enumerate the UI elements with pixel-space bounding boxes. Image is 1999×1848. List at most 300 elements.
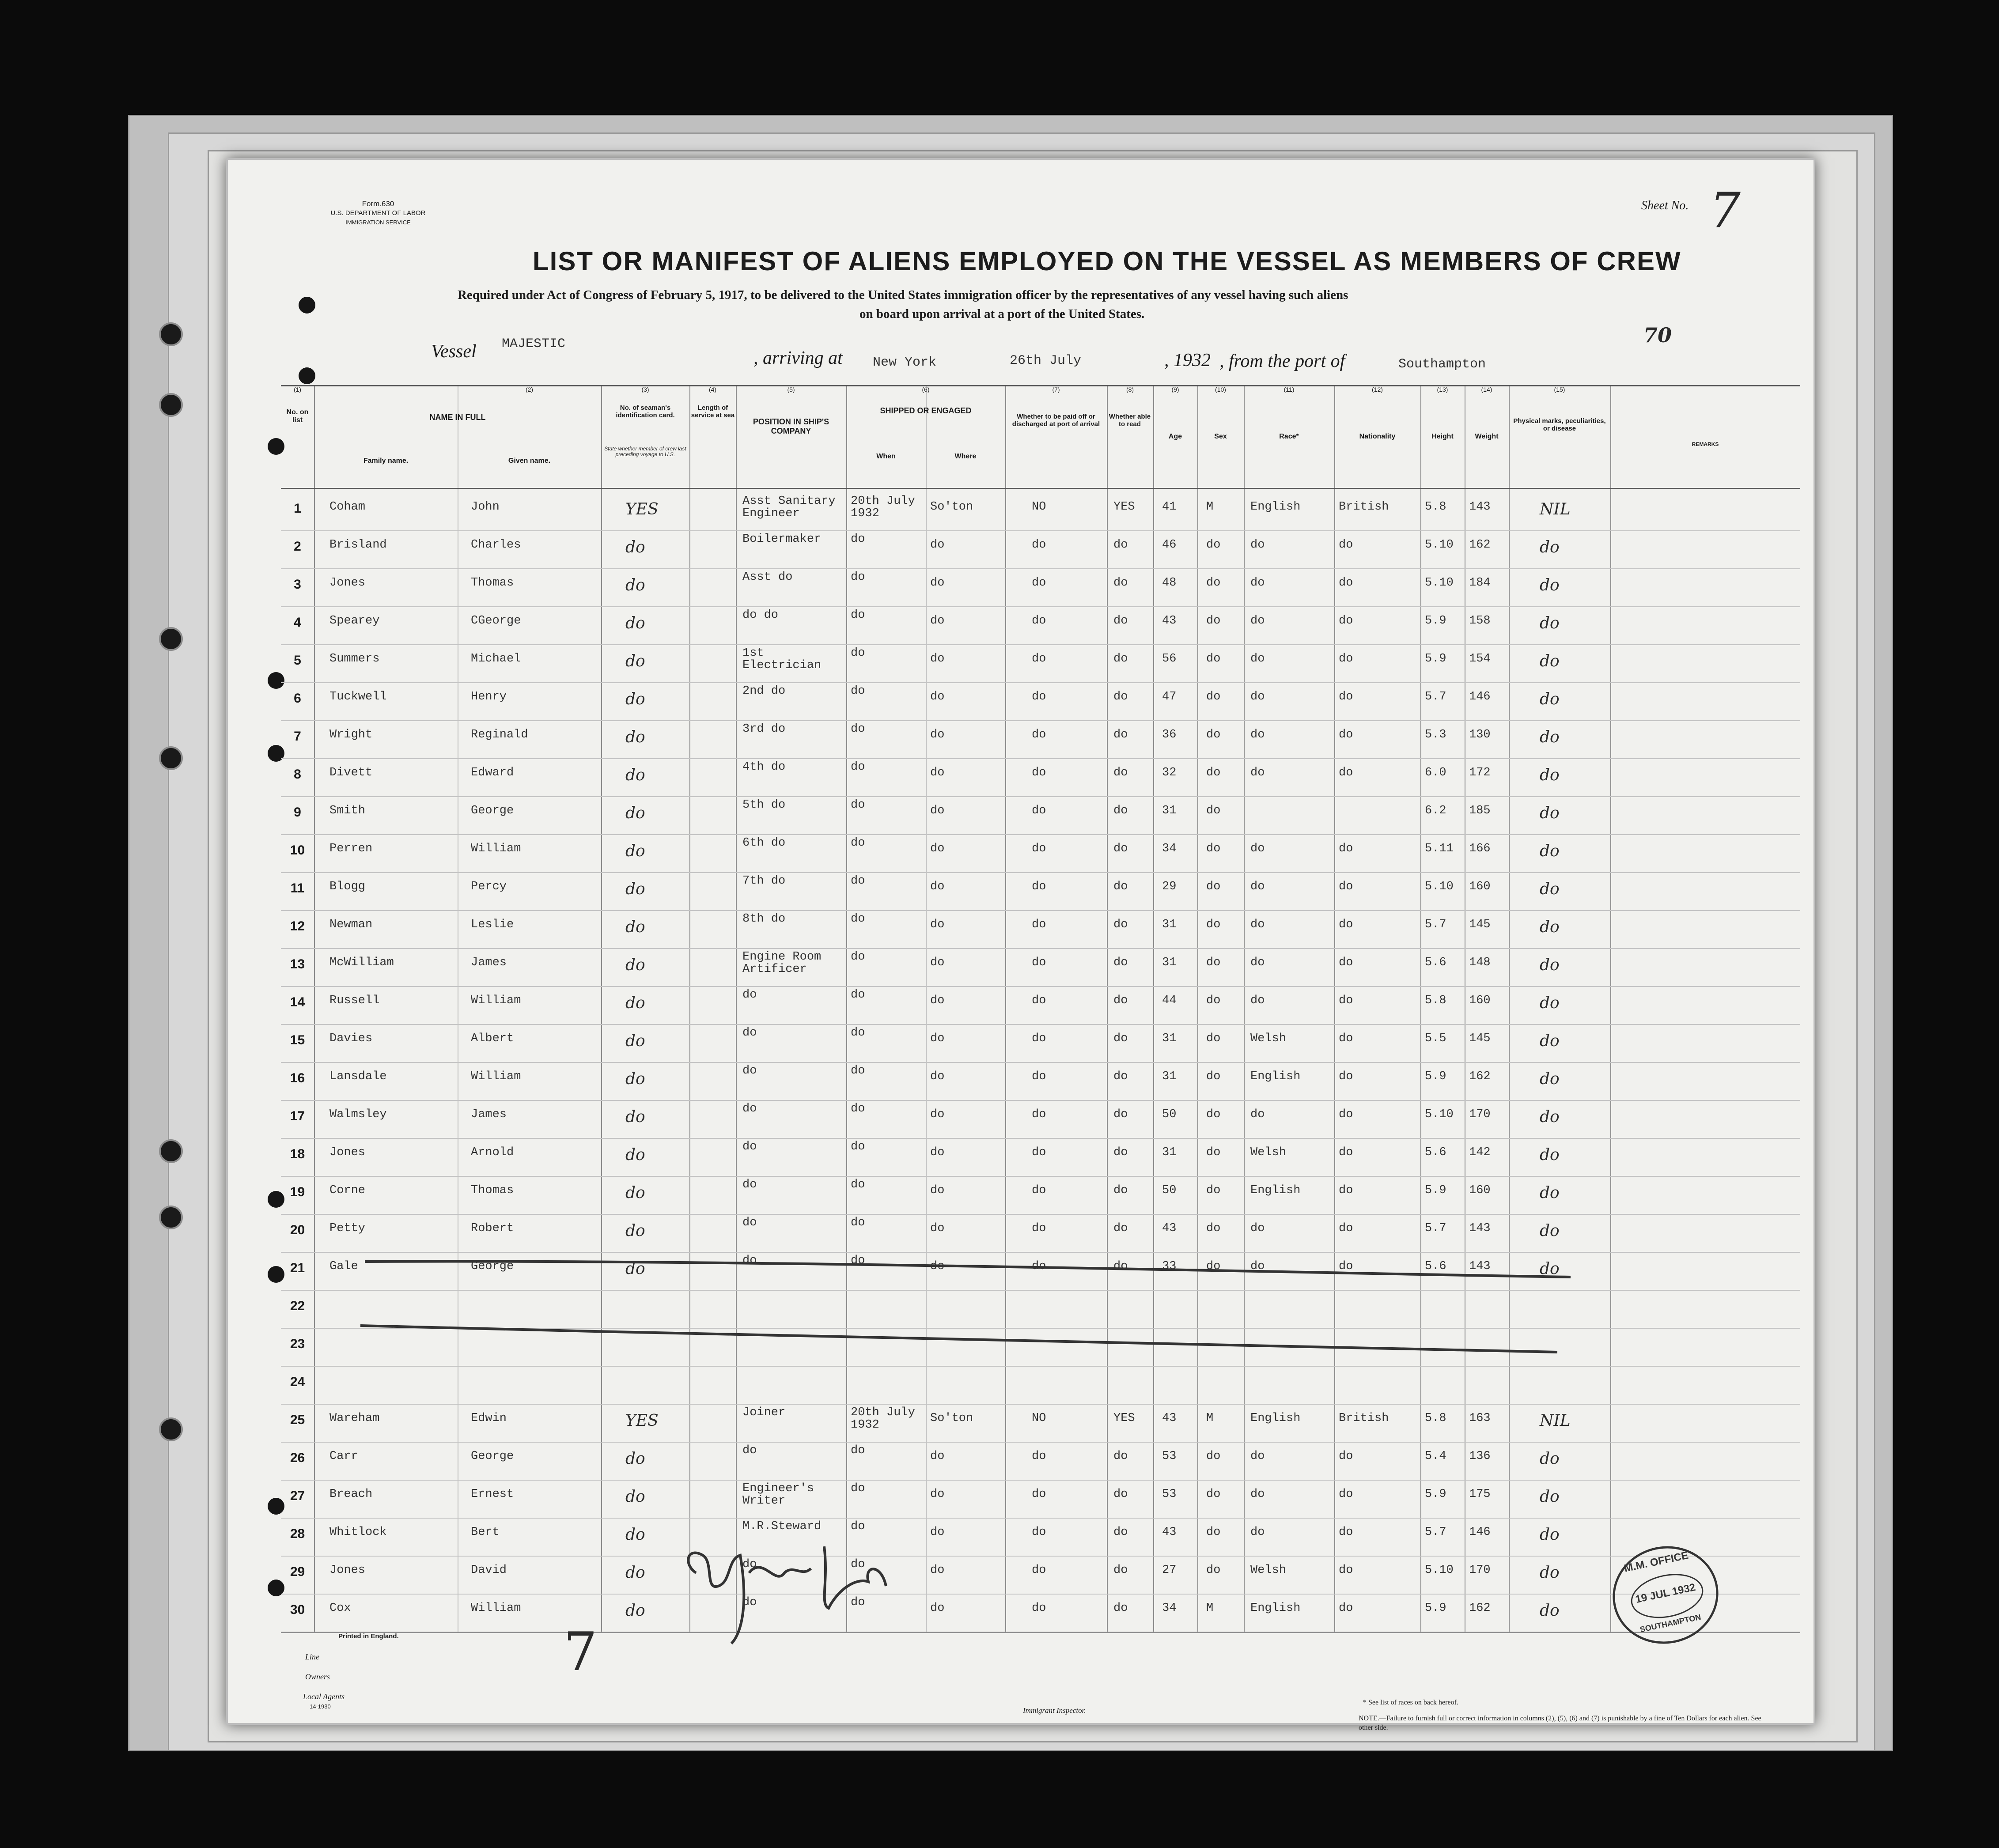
weight-cell: 142 — [1469, 1146, 1491, 1159]
paid-off-cell: do — [1032, 956, 1046, 969]
shipped-where-cell: do — [930, 652, 945, 665]
able-to-read-cell: YES — [1113, 1412, 1135, 1425]
col9-header: Age — [1168, 433, 1182, 440]
age-cell: 36 — [1162, 728, 1177, 741]
physical-marks-cell: do — [1540, 1184, 1560, 1202]
given-name-cell: Thomas — [471, 1184, 514, 1197]
col13-header: Height — [1431, 433, 1454, 440]
shipped-when-cell: do — [851, 684, 865, 698]
row-number: 13 — [290, 957, 305, 971]
age-cell: 27 — [1162, 1564, 1177, 1577]
remarks-header: REMARKS — [1692, 441, 1719, 447]
race-cell: do — [1250, 766, 1265, 779]
able-to-read-cell: do — [1113, 842, 1128, 855]
binder-hole — [159, 1206, 183, 1229]
shipped-where-cell: do — [930, 1108, 945, 1121]
id-card-cell: do — [625, 766, 645, 784]
age-cell: 31 — [1162, 1146, 1177, 1159]
family-name-cell: Russell — [329, 994, 380, 1007]
position-cell: do — [742, 1178, 757, 1191]
weight-cell: 148 — [1469, 956, 1491, 969]
shipped-when-cell: do — [851, 1178, 865, 1191]
race-cell: do — [1250, 1488, 1265, 1501]
binder-hole — [159, 393, 183, 417]
shipped-when-cell: do — [851, 1254, 865, 1267]
height-cell: 5.9 — [1425, 1070, 1446, 1083]
nationality-cell: do — [1339, 538, 1353, 552]
nationality-cell: do — [1339, 614, 1353, 627]
able-to-read-cell: do — [1113, 652, 1128, 665]
binder-hole — [159, 627, 183, 651]
given-name-cell: Ernest — [471, 1488, 514, 1501]
given-name-cell: Thomas — [471, 576, 514, 590]
paid-off-cell: do — [1032, 880, 1046, 893]
shipped-when-cell: do — [851, 1064, 865, 1077]
paid-off-cell: do — [1032, 690, 1046, 703]
race-cell: do — [1250, 690, 1265, 703]
col15-number: (15) — [1554, 386, 1565, 393]
shipped-where-cell: do — [930, 614, 945, 627]
position-cell: do — [742, 1216, 757, 1229]
shipped-where-cell: do — [930, 538, 945, 552]
age-cell: 31 — [1162, 804, 1177, 817]
col8-number: (8) — [1126, 386, 1134, 393]
race-cell: do — [1250, 880, 1265, 893]
paid-off-cell: do — [1032, 652, 1046, 665]
col10-header: Sex — [1214, 433, 1227, 440]
col6-header: SHIPPED OR ENGAGED — [880, 406, 972, 415]
race-cell: English — [1250, 1602, 1301, 1615]
owners-label: Owners — [305, 1672, 330, 1681]
handwritten-sheet-number: 7 — [564, 1621, 598, 1683]
id-card-cell: do — [625, 918, 645, 936]
id-card-cell: do — [625, 1070, 645, 1088]
weight-cell: 158 — [1469, 614, 1491, 627]
row-number: 9 — [294, 805, 301, 820]
able-to-read-cell: do — [1113, 728, 1128, 741]
nationality-cell: do — [1339, 728, 1353, 741]
given-name-cell: George — [471, 1260, 514, 1273]
row-number: 15 — [290, 1033, 305, 1047]
sex-cell: do — [1206, 1146, 1221, 1159]
sex-cell: do — [1206, 576, 1221, 590]
family-name-cell: Smith — [329, 804, 366, 817]
shipped-where-cell: do — [930, 1488, 945, 1501]
row-number: 18 — [290, 1147, 305, 1161]
row-number: 24 — [290, 1375, 305, 1389]
weight-cell: 136 — [1469, 1450, 1491, 1463]
family-name-cell: Jones — [329, 1564, 366, 1577]
inspector-label: Immigrant Inspector. — [1023, 1706, 1086, 1715]
sex-cell: do — [1206, 614, 1221, 627]
id-card-cell: do — [625, 1450, 645, 1468]
age-cell: 29 — [1162, 880, 1177, 893]
race-cell: do — [1250, 576, 1265, 590]
race-cell: Welsh — [1250, 1032, 1287, 1045]
height-cell: 5.8 — [1425, 500, 1446, 514]
shipped-when-cell: do — [851, 760, 865, 774]
age-cell: 34 — [1162, 842, 1177, 855]
shipped-when-cell: do — [851, 874, 865, 888]
col15-header: Physical marks, peculiarities, or disease — [1513, 417, 1606, 433]
penalty-note: NOTE.—Failure to furnish full or correct information in columns (2), (5), (6) and (7) is punishable by a fine of Ten Dollars for each alien. See other side. — [1359, 1715, 1761, 1731]
able-to-read-cell: do — [1113, 1146, 1128, 1159]
family-name-cell: Davies — [329, 1032, 373, 1045]
col6-number: (6) — [922, 386, 930, 393]
height-cell: 5.9 — [1425, 1602, 1446, 1615]
physical-marks-cell: do — [1540, 842, 1560, 860]
sex-cell: do — [1206, 1070, 1221, 1083]
shipped-where-cell: do — [930, 766, 945, 779]
family-name-cell: Blogg — [329, 880, 366, 893]
position-cell: 8th do — [742, 912, 786, 926]
height-cell: 5.9 — [1425, 652, 1446, 665]
weight-cell: 160 — [1469, 994, 1491, 1007]
sex-cell: do — [1206, 1108, 1221, 1121]
row-number: 12 — [290, 919, 305, 933]
position-cell: do — [742, 1064, 757, 1077]
weight-cell: 143 — [1469, 500, 1491, 514]
age-cell: 53 — [1162, 1450, 1177, 1463]
family-name-cell: Tuckwell — [329, 690, 387, 703]
able-to-read-cell: do — [1113, 766, 1128, 779]
age-cell: 50 — [1162, 1184, 1177, 1197]
stamp-date: 19 JUL 1932 — [1634, 1581, 1697, 1606]
col12-header: Nationality — [1359, 433, 1396, 440]
paid-off-cell: do — [1032, 1526, 1046, 1539]
position-cell: do — [742, 1026, 757, 1039]
col14-header: Weight — [1475, 433, 1499, 440]
shipped-when-cell: do — [851, 1558, 865, 1571]
paid-off-cell: do — [1032, 766, 1046, 779]
margin-number: 70 — [1643, 323, 1672, 347]
sheet-number-label: Sheet No. — [1641, 199, 1689, 212]
sex-cell: do — [1206, 1564, 1221, 1577]
position-cell: do — [742, 1444, 757, 1457]
physical-marks-cell: do — [1540, 918, 1560, 936]
inspector-signature — [678, 1520, 908, 1652]
id-card-cell: do — [625, 652, 645, 670]
position-cell: 6th do — [742, 836, 786, 850]
id-card-cell: do — [625, 804, 645, 822]
col11-number: (11) — [1283, 386, 1295, 393]
family-name-cell: Newman — [329, 918, 373, 931]
given-name-cell: James — [471, 1108, 507, 1121]
shipped-when-cell: do — [851, 608, 865, 622]
able-to-read-cell: do — [1113, 614, 1128, 627]
physical-marks-cell: do — [1540, 1032, 1560, 1050]
able-to-read-cell: do — [1113, 1070, 1128, 1083]
shipped-where-cell: do — [930, 804, 945, 817]
manifest-sheet — [226, 158, 1815, 1731]
shipped-where-cell: do — [930, 1184, 945, 1197]
col7-number: (7) — [1052, 386, 1060, 393]
shipped-when-cell: do — [851, 1102, 865, 1115]
nationality-cell: do — [1339, 880, 1353, 893]
nationality-cell: do — [1339, 652, 1353, 665]
age-cell: 53 — [1162, 1488, 1177, 1501]
weight-cell: 146 — [1469, 1526, 1491, 1539]
family-name-cell: Breach — [329, 1488, 373, 1501]
id-card-cell: do — [625, 576, 645, 594]
race-cell: do — [1250, 918, 1265, 931]
sex-cell: M — [1206, 1412, 1214, 1425]
physical-marks-cell: do — [1540, 880, 1560, 898]
sex-cell: do — [1206, 880, 1221, 893]
family-name-cell: Brisland — [329, 538, 387, 552]
row-number: 11 — [290, 881, 305, 896]
binder-hole — [159, 1139, 183, 1163]
weight-cell: 172 — [1469, 766, 1491, 779]
row-number: 2 — [294, 539, 301, 554]
age-cell: 43 — [1162, 1222, 1177, 1235]
physical-marks-cell: NIL — [1540, 500, 1571, 518]
height-cell: 5.6 — [1425, 1146, 1446, 1159]
shipped-where-cell: do — [930, 956, 945, 969]
family-name-cell: Cox — [329, 1602, 351, 1615]
physical-marks-cell: do — [1540, 1564, 1560, 1582]
weight-cell: 170 — [1469, 1108, 1491, 1121]
family-name-cell: Carr — [329, 1450, 358, 1463]
given-name-cell: Henry — [471, 690, 507, 703]
shipped-where-cell: do — [930, 1260, 945, 1273]
height-cell: 5.6 — [1425, 956, 1446, 969]
row-number: 3 — [294, 577, 301, 592]
paid-off-cell: do — [1032, 994, 1046, 1007]
vessel-name: MAJESTIC — [502, 336, 566, 351]
height-cell: 5.7 — [1425, 918, 1446, 931]
row-number: 8 — [294, 767, 301, 782]
shipped-when-cell: do — [851, 1482, 865, 1495]
id-card-cell: do — [625, 1488, 645, 1506]
shipped-where-cell: do — [930, 576, 945, 590]
given-name-cell: Leslie — [471, 918, 514, 931]
sex-cell: do — [1206, 1184, 1221, 1197]
row-number: 10 — [290, 843, 305, 858]
able-to-read-cell: do — [1113, 880, 1128, 893]
position-cell: do — [742, 1140, 757, 1153]
id-card-cell: YES — [625, 500, 659, 518]
shipped-where-cell: do — [930, 690, 945, 703]
binder-hole — [159, 746, 183, 770]
able-to-read-cell: do — [1113, 1488, 1128, 1501]
row-number: 6 — [294, 691, 301, 706]
physical-marks-cell: do — [1540, 804, 1560, 822]
sex-cell: do — [1206, 1260, 1221, 1273]
nationality-cell: do — [1339, 1146, 1353, 1159]
shipped-when-cell: 20th July 1932 — [851, 495, 915, 521]
row-number: 23 — [290, 1337, 305, 1351]
age-cell: 50 — [1162, 1108, 1177, 1121]
given-name-cell: William — [471, 1602, 521, 1615]
sex-cell: do — [1206, 652, 1221, 665]
nationality-cell: do — [1339, 1222, 1353, 1235]
family-name-cell: Divett — [329, 766, 373, 779]
shipped-when-cell: 20th July 1932 — [851, 1406, 915, 1432]
subtitle-line-2: on board upon arrival at a port of the United States. — [859, 307, 1145, 321]
given-name-cell: Michael — [471, 652, 521, 665]
row-number: 7 — [294, 729, 301, 744]
id-card-cell: do — [625, 1146, 645, 1164]
shipped-when-cell: do — [851, 722, 865, 736]
position-cell: Joiner — [742, 1406, 786, 1419]
physical-marks-cell: do — [1540, 766, 1560, 784]
row-number: 27 — [290, 1489, 305, 1503]
race-cell: English — [1250, 1184, 1301, 1197]
weight-cell: 145 — [1469, 918, 1491, 931]
col3-note: State whether member of crew last preceding voyage to U.S. — [604, 446, 686, 458]
position-cell: 2nd do — [742, 684, 786, 698]
position-cell: Asst do — [742, 571, 793, 584]
height-cell: 5.9 — [1425, 614, 1446, 627]
printed-in: Printed in England. — [338, 1633, 399, 1640]
vessel-label: Vessel — [431, 341, 477, 362]
sex-cell: do — [1206, 1526, 1221, 1539]
sex-cell: do — [1206, 956, 1221, 969]
nationality-cell: do — [1339, 1488, 1353, 1501]
race-cell: do — [1250, 538, 1265, 552]
age-cell: 43 — [1162, 1412, 1177, 1425]
age-cell: 31 — [1162, 918, 1177, 931]
row-number: 16 — [290, 1071, 305, 1085]
paid-off-cell: do — [1032, 1146, 1046, 1159]
col14-number: (14) — [1481, 386, 1492, 393]
race-cell: do — [1250, 994, 1265, 1007]
row-number: 25 — [290, 1413, 305, 1427]
row-number: 30 — [290, 1602, 305, 1617]
given-name-cell: George — [471, 1450, 514, 1463]
col3-number: (3) — [641, 386, 649, 393]
race-cell: do — [1250, 956, 1265, 969]
given-name-cell: Percy — [471, 880, 507, 893]
id-card-cell: do — [625, 1222, 645, 1240]
family-name-cell: Perren — [329, 842, 373, 855]
race-cell: do — [1250, 652, 1265, 665]
id-card-cell: do — [625, 1032, 645, 1050]
given-name-cell: Edward — [471, 766, 514, 779]
race-cell: Welsh — [1250, 1564, 1287, 1577]
age-cell: 31 — [1162, 1032, 1177, 1045]
weight-cell: 185 — [1469, 804, 1491, 817]
shipped-where-cell: do — [930, 1070, 945, 1083]
weight-cell: 163 — [1469, 1412, 1491, 1425]
col2-family-header: Family name. — [363, 457, 409, 465]
height-cell: 5.10 — [1425, 538, 1454, 552]
shipped-when-cell: do — [851, 1444, 865, 1457]
age-cell: 32 — [1162, 766, 1177, 779]
paid-off-cell: do — [1032, 1070, 1046, 1083]
shipped-when-cell: do — [851, 1140, 865, 1153]
paid-off-cell: do — [1032, 1260, 1046, 1273]
arrival-date: 26th July — [1010, 353, 1082, 368]
race-cell: do — [1250, 728, 1265, 741]
family-name-cell: Coham — [329, 500, 366, 514]
shipped-when-cell: do — [851, 912, 865, 926]
row-number: 22 — [290, 1299, 305, 1313]
able-to-read-cell: YES — [1113, 500, 1135, 514]
weight-cell: 162 — [1469, 1070, 1491, 1083]
physical-marks-cell: do — [1540, 956, 1560, 974]
position-cell: 7th do — [742, 874, 786, 888]
age-cell: 48 — [1162, 576, 1177, 590]
sex-cell: do — [1206, 1450, 1221, 1463]
given-name-cell: Bert — [471, 1526, 500, 1539]
family-name-cell: Spearey — [329, 614, 380, 627]
paid-off-cell: do — [1032, 804, 1046, 817]
weight-cell: 170 — [1469, 1564, 1491, 1577]
physical-marks-cell: do — [1540, 652, 1560, 670]
col1-header: No. on list — [286, 408, 309, 424]
height-cell: 5.9 — [1425, 1488, 1446, 1501]
shipped-where-cell: do — [930, 842, 945, 855]
family-name-cell: Wareham — [329, 1412, 380, 1425]
form-number: Form.630 — [362, 200, 394, 208]
position-cell: do do — [742, 608, 779, 622]
nationality-cell: do — [1339, 1260, 1353, 1273]
position-cell: do — [742, 1102, 757, 1115]
col4-number: (4) — [708, 386, 717, 393]
shipped-when-cell: do — [851, 1596, 865, 1609]
row-number: 1 — [294, 501, 301, 516]
strike-lines — [228, 160, 1813, 1723]
sex-cell: do — [1206, 766, 1221, 779]
height-cell: 5.7 — [1425, 690, 1446, 703]
age-cell: 43 — [1162, 614, 1177, 627]
weight-cell: 184 — [1469, 576, 1491, 590]
able-to-read-cell: do — [1113, 690, 1128, 703]
id-card-cell: do — [625, 690, 645, 708]
able-to-read-cell: do — [1113, 994, 1128, 1007]
physical-marks-cell: do — [1540, 1222, 1560, 1240]
paid-off-cell: do — [1032, 1450, 1046, 1463]
able-to-read-cell: do — [1113, 1602, 1128, 1615]
height-cell: 5.10 — [1425, 1564, 1454, 1577]
height-cell: 5.8 — [1425, 994, 1446, 1007]
family-name-cell: Jones — [329, 576, 366, 590]
race-cell: do — [1250, 842, 1265, 855]
row-number: 21 — [290, 1261, 305, 1275]
id-card-cell: do — [625, 880, 645, 898]
sex-cell: do — [1206, 918, 1221, 931]
sex-cell: do — [1206, 804, 1221, 817]
shipped-where-cell: So'ton — [930, 1412, 973, 1425]
able-to-read-cell: do — [1113, 1032, 1128, 1045]
height-cell: 5.7 — [1425, 1222, 1446, 1235]
paid-off-cell: do — [1032, 728, 1046, 741]
weight-cell: 143 — [1469, 1222, 1491, 1235]
arrival-year: , 1932 — [1164, 350, 1211, 370]
position-cell: Asst Sanitary Engineer — [742, 495, 836, 521]
family-name-cell: Summers — [329, 652, 380, 665]
able-to-read-cell: do — [1113, 538, 1128, 552]
shipped-where-cell: do — [930, 728, 945, 741]
nationality-cell: British — [1339, 1412, 1389, 1425]
nationality-cell: do — [1339, 956, 1353, 969]
sheet-number-value: 7 — [1710, 182, 1741, 238]
race-cell: do — [1250, 1526, 1265, 1539]
height-cell: 5.10 — [1425, 1108, 1454, 1121]
age-cell: 34 — [1162, 1602, 1177, 1615]
col2-header: NAME IN FULL — [429, 413, 486, 422]
physical-marks-cell: do — [1540, 994, 1560, 1012]
position-cell: do — [742, 1558, 757, 1571]
family-name-cell: Whitlock — [329, 1526, 387, 1539]
given-name-cell: James — [471, 956, 507, 969]
col4-header: Length of service at sea — [691, 404, 735, 419]
nationality-cell: do — [1339, 576, 1353, 590]
shipped-where-cell: do — [930, 1222, 945, 1235]
height-cell: 5.9 — [1425, 1184, 1446, 1197]
